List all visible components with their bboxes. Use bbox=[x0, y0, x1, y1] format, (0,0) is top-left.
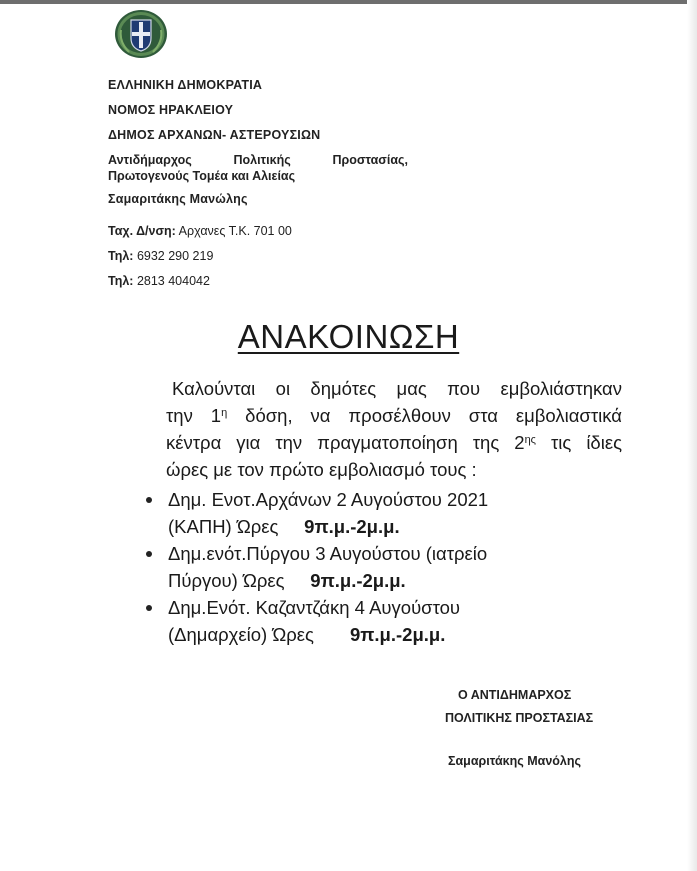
phone-2-label: Τηλ: bbox=[108, 274, 134, 288]
body-line-2: την $1^\eta$ δόση, να προσέλθουν στα εμβολιαστικά bbox=[166, 405, 622, 426]
item-time: 9π.μ.-2μ.μ. bbox=[310, 570, 406, 591]
body-line-4: ώρες με τον πρώτο εμβολιασμό τους : bbox=[166, 459, 477, 480]
coat-of-arms-icon bbox=[113, 8, 169, 60]
item-time: 9π.μ.-2μ.μ. bbox=[304, 516, 400, 537]
announcement-body bbox=[166, 375, 622, 483]
right-edge-shadow bbox=[687, 0, 697, 871]
address-value: Αρχανες Τ.Κ. 701 00 bbox=[178, 224, 292, 238]
bullet-icon bbox=[146, 497, 152, 503]
header-municipality: ΔΗΜΟΣ ΑΡΧΑΝΩΝ- ΑΣΤΕΡΟΥΣΙΩΝ bbox=[108, 128, 321, 142]
item-hours: Πύργου) Ώρες 9π.μ.-2μ.μ. bbox=[168, 570, 406, 591]
contact-phone-1 bbox=[108, 249, 213, 263]
phone-1-value: 6932 290 219 bbox=[136, 249, 214, 263]
list-item bbox=[146, 486, 566, 540]
body-line-1: Καλούνται οι δημότες μας που εμβολιάστηκαν bbox=[172, 378, 622, 399]
item-hours: (ΚΑΠΗ) Ώρες 9π.μ.-2μ.μ. bbox=[168, 516, 400, 537]
signature-title-2: ΠΟΛΙΤΙΚΗΣ ΠΡΟΣΤΑΣΙΑΣ bbox=[445, 711, 594, 725]
bullet-icon bbox=[146, 605, 152, 611]
header-official-name: Σαμαριτάκης Μανώλης bbox=[108, 192, 248, 206]
item-location: Δημ.ενότ.Πύργου 3 Αυγούστου (ιατρείο bbox=[168, 543, 488, 564]
title-text: ΑΝΑΚΟΙΝΩΣΗ bbox=[237, 318, 460, 355]
item-time: 9π.μ.-2μ.μ. bbox=[349, 624, 446, 645]
phone-1-label: Τηλ: bbox=[108, 249, 134, 263]
department-line-2: Πρωτογενούς Τομέα και Αλιείας bbox=[108, 169, 296, 183]
header-prefecture: ΝΟΜΟΣ ΗΡΑΚΛΕΙΟΥ bbox=[108, 103, 234, 117]
body-line-3: κέντρα για την πραγματοποίηση της $2^{\eta\varsigma}$ τις ίδιες bbox=[166, 432, 623, 453]
item-location: Δημ. Ενοτ.Αρχάνων 2 Αυγούστου 2021 bbox=[168, 489, 489, 510]
address-label: Ταχ. Δ/νση: bbox=[108, 224, 176, 238]
department-block bbox=[108, 152, 408, 184]
list-item bbox=[146, 594, 566, 648]
item-hours: (Δημαρχείο) Ώρες 9π.μ.-2μ.μ. bbox=[168, 624, 446, 645]
bullet-icon bbox=[146, 551, 152, 557]
header-republic: ΕΛΛΗΝΙΚΗ ΔΗΜΟΚΡΑΤΙΑ bbox=[108, 78, 263, 92]
vaccination-schedule-list bbox=[146, 486, 566, 648]
contact-phone-2 bbox=[108, 274, 210, 288]
contact-address bbox=[108, 224, 292, 238]
top-border bbox=[0, 0, 697, 4]
department-line-1: Αντιδήμαρχος Πολιτικής Προστασίας, bbox=[108, 153, 408, 167]
signature-title-1: Ο ΑΝΤΙΔΗΜΑΡΧΟΣ bbox=[458, 688, 572, 702]
item-location: Δημ.Ενότ. Καζαντζάκη 4 Αυγούστου bbox=[168, 597, 461, 618]
phone-2-value: 2813 404042 bbox=[136, 274, 210, 288]
announcement-title bbox=[0, 318, 697, 356]
list-item bbox=[146, 540, 566, 594]
signature-name: Σαμαριτάκης Μανόλης bbox=[448, 754, 581, 768]
